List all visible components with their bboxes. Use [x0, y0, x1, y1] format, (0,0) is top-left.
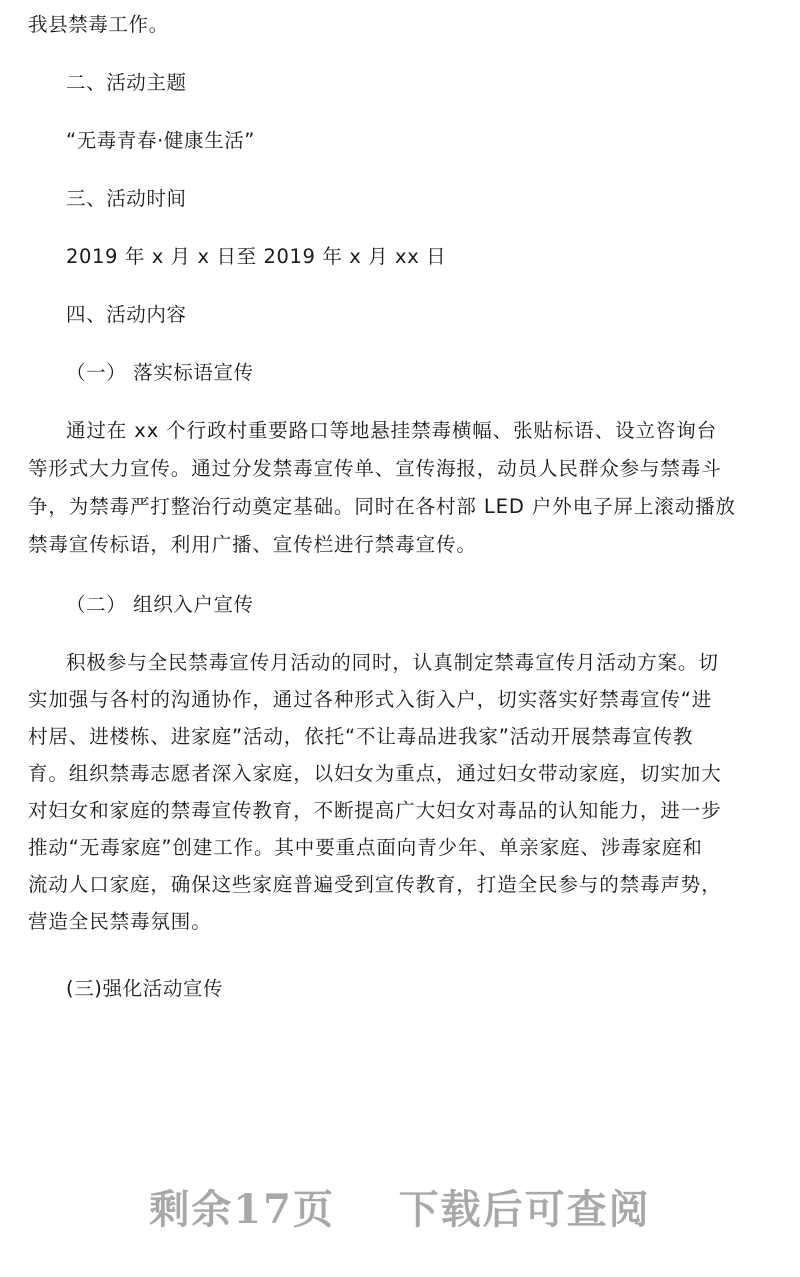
time-text: 2019 年 x 月 x 日至 2019 年 x 月 xx 日 — [66, 245, 447, 268]
paragraph-line: 对妇女和家庭的禁毒宣传教育，不断提高广大妇女对毒品的认知能力，进一步 — [28, 799, 722, 822]
paragraph-line: 流动人口家庭，确保这些家庭普遍受到宣传教育，打造全民参与的禁毒声势， — [28, 873, 722, 896]
text-line: 我县禁毒工作。 — [28, 13, 169, 36]
remaining-pages-label[interactable]: 剩余17页 — [149, 1186, 335, 1233]
section-heading: 四、活动内容 — [66, 303, 187, 326]
download-to-view-label[interactable]: 下载后可查阅 — [398, 1186, 651, 1233]
section-heading: 三、活动时间 — [66, 187, 187, 210]
paragraph-line: 育。组织禁毒志愿者深入家庭，以妇女为重点，通过妇女带动家庭，切实加大 — [28, 762, 722, 785]
paragraph-line: 通过在 xx 个行政村重要路口等地悬挂禁毒横幅、张贴标语、设立咨询台 — [66, 419, 718, 442]
paragraph-line: 禁毒宣传标语，利用广播、宣传栏进行禁毒宣传。 — [28, 533, 477, 556]
paragraph-line: 村居、进楼栋、进家庭”活动，依托“不让毒品进我家”活动开展禁毒宣传教 — [28, 725, 694, 748]
download-prompt[interactable] — [0, 1178, 800, 1235]
paragraph-line: 实加强与各村的沟通协作，通过各种形式入街入户，切实落实好禁毒宣传“进 — [28, 688, 713, 711]
paragraph-line: 争，为禁毒严打整治行动奠定基础。同时在各村部 LED 户外电子屏上滚动播放 — [28, 495, 736, 518]
subsection-heading: （一） 落实标语宣传 — [66, 361, 254, 384]
theme-text: “无毒青春·健康生活” — [66, 129, 256, 152]
subsection-heading: （二） 组织入户宣传 — [66, 593, 254, 616]
paragraph-line: 推动“无毒家庭”创建工作。其中要重点面向青少年、单亲家庭、涉毒家庭和 — [28, 836, 703, 859]
paragraph-line: 等形式大力宣传。通过分发禁毒宣传单、宣传海报，动员人民群众参与禁毒斗 — [28, 457, 722, 480]
subsection-heading: (三)强化活动宣传 — [66, 977, 224, 1000]
paragraph-line: 营造全民禁毒氛围。 — [28, 910, 212, 933]
section-heading: 二、活动主题 — [66, 71, 187, 94]
paragraph-line: 积极参与全民禁毒宣传月活动的同时，认真制定禁毒宣传月活动方案。切 — [66, 651, 719, 674]
